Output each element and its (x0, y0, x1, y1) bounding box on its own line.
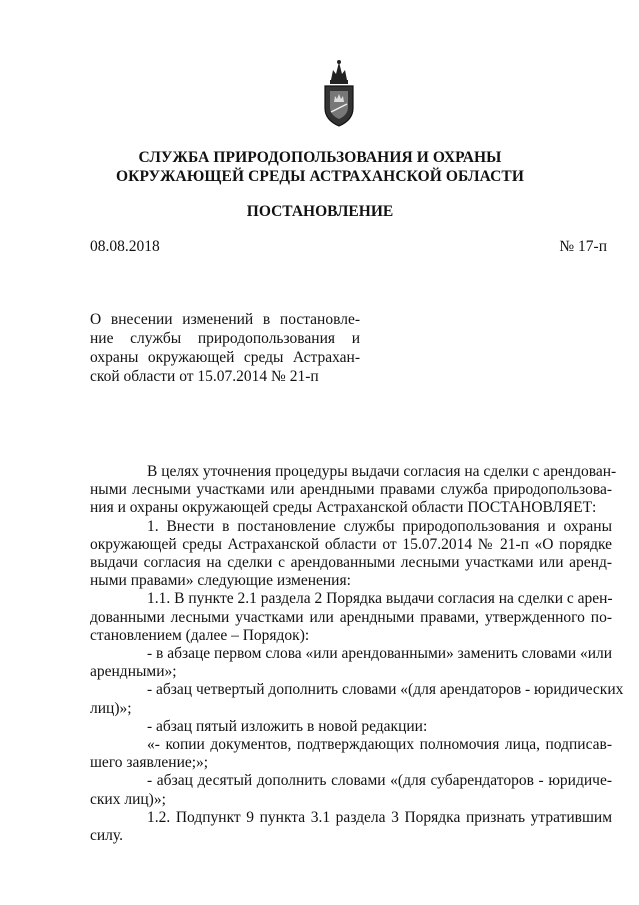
body-line: - абзац десятый дополнить словами «(для субарендаторов - юридиче- (147, 772, 612, 790)
body-line: ских лиц)»; (90, 790, 166, 808)
subject-line: ние службы природопользования и (90, 330, 360, 347)
body-line: силу. (90, 827, 123, 845)
body-line: 1.2. Подпункт 9 пункта 3.1 раздела 3 Порядка признать утратившим (147, 808, 612, 826)
body-line: ния и охраны окружающей среды Астраханской области ПОСТАНОВЛЯЕТ: (90, 499, 597, 517)
subject-line: О внесении изменений в постановле- (90, 311, 360, 328)
document-date: 08.08.2018 (90, 238, 160, 255)
subject-line: ской области от 15.07.2014 № 21-п (90, 368, 319, 385)
coat-of-arms-icon (319, 58, 359, 130)
body-line: 1. Внести в постановление службы природопользования и охраны (147, 517, 612, 535)
body-line: окружающей среды Астраханской области от 15.07.2014 № 21-п «О порядке (90, 535, 612, 553)
body-line: В целях уточнения процедуры выдачи согласия на сделки с арендован- (147, 463, 617, 480)
body-line: ными правами» следующие изменения: (90, 572, 351, 590)
body-line: ными лесными участками или арендными правами служба природопользова- (90, 481, 612, 499)
body-line: «- копии документов, подтверждающих полномочия лица, подписав- (147, 736, 612, 754)
agency-name-line2: ОКРУЖАЮЩЕЙ СРЕДЫ АСТРАХАНСКОЙ ОБЛАСТИ (115, 168, 525, 185)
body-line: - абзац пятый изложить в новой редакции: (147, 717, 428, 735)
subject-line: охраны окружающей среды Астрахан- (90, 349, 360, 366)
agency-name (100, 148, 540, 186)
document-subject (90, 310, 360, 386)
body-line: шего заявление;»; (90, 754, 209, 772)
body-line: - в абзаце первом слова «или арендованными» заменить словами «или (147, 645, 613, 663)
document-type: ПОСТАНОВЛЕНИЕ (246, 203, 394, 220)
body-line: - абзац четвертый дополнить словами «(для арендаторов - юридических (147, 681, 624, 699)
body-line: лиц)»; (90, 699, 132, 717)
body-line: становлением (далее – Порядок): (90, 626, 310, 644)
body-line: арендными»; (90, 663, 177, 681)
agency-name-line1: СЛУЖБА ПРИРОДОПОЛЬЗОВАНИЯ И ОХРАНЫ (138, 149, 502, 166)
body-line: 1.1. В пункте 2.1 раздела 2 Порядка выдачи согласия на сделки с арен- (147, 590, 613, 608)
document-body (90, 463, 624, 845)
document-number: № 17-п (559, 238, 607, 255)
body-line: дованными лесными участками или арендными правами, утвержденного по- (90, 608, 612, 626)
body-line: выдачи согласия на сделки с арендованными лесными участками или аренд- (90, 554, 612, 572)
